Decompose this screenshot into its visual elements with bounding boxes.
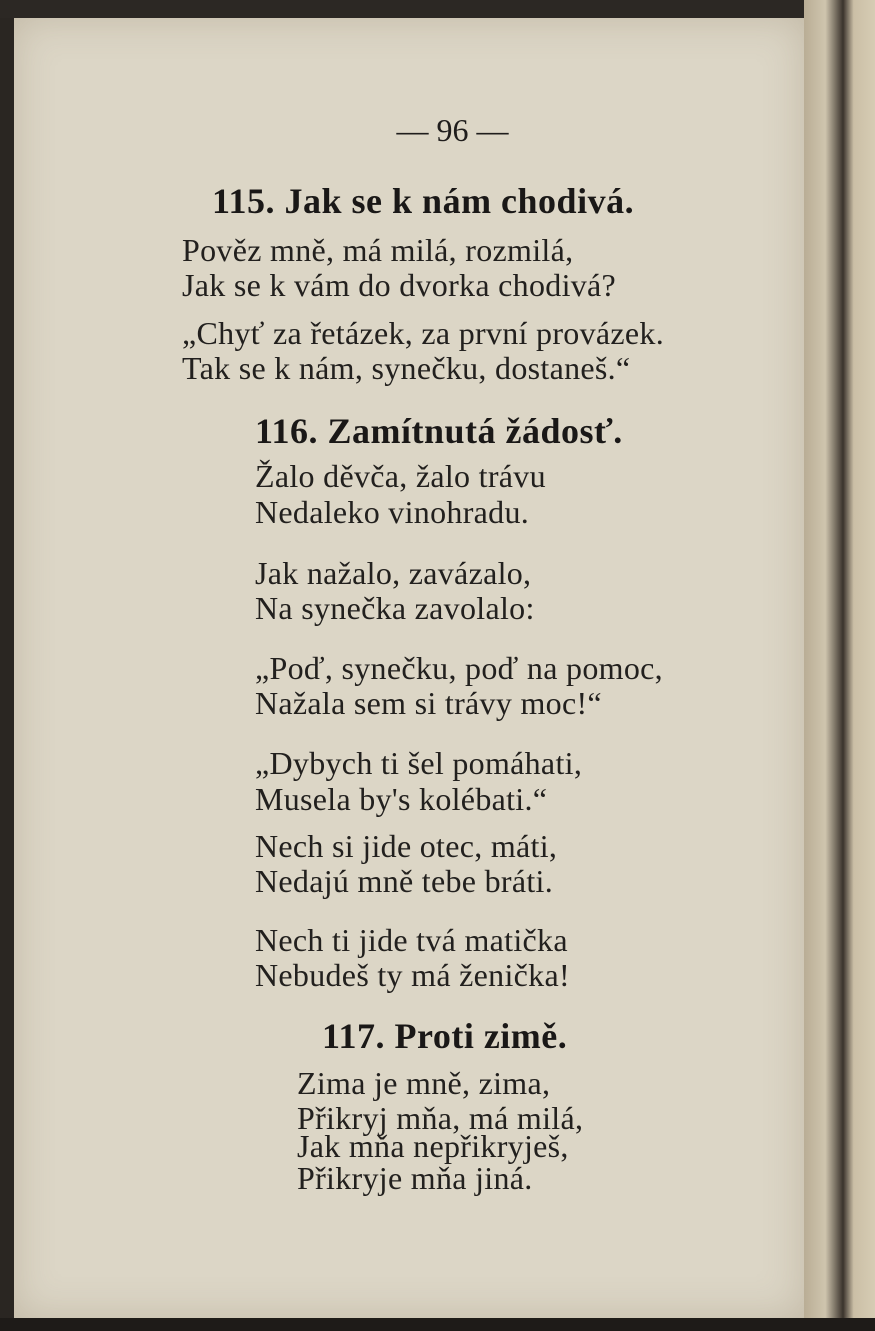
poem-116-line-12: Nebudeš ty má ženička!	[255, 957, 570, 993]
poem-116-line-5: „Poď, synečku, poď na pomoc,	[255, 650, 663, 686]
poem-116-title: 116. Zamítnutá žádosť.	[255, 411, 623, 451]
page-top-edge	[0, 0, 875, 18]
poem-116-line-6: Nažala sem si trávy moc!“	[255, 685, 602, 721]
poem-117-line-3: Jak mňa nepřikryješ,	[297, 1128, 569, 1164]
poem-116-line-8: Musela by's kolébati.“	[255, 781, 548, 817]
page-bottom-edge	[0, 1318, 875, 1331]
poem-115-line-2: Jak se k vám do dvorka chodivá?	[182, 267, 617, 303]
poem-117-line-4: Přikryje mňa jiná.	[297, 1160, 533, 1196]
poem-116-line-7: „Dybych ti šel pomáhati,	[255, 745, 583, 781]
poem-116-line-1: Žalo děvča, žalo trávu	[255, 458, 546, 494]
page-number: — 96 —	[396, 112, 509, 148]
poem-115-line-1: Pověz mně, má milá, rozmilá,	[182, 232, 574, 268]
book-gutter	[804, 0, 875, 1331]
poem-115-line-4: Tak se k nám, synečku, dostaneš.“	[182, 350, 631, 386]
poem-117-line-1: Zima je mně, zima,	[297, 1065, 551, 1101]
poem-115-line-3: „Chyť za řetázek, za první provázek.	[182, 315, 665, 351]
poem-116-line-4: Na synečka zavolalo:	[255, 590, 535, 626]
poem-116-line-2: Nedaleko vinohradu.	[255, 494, 530, 530]
poem-116-line-10: Nedajú mně tebe bráti.	[255, 863, 554, 899]
poem-115-title: 115. Jak se k nám chodivá.	[212, 181, 635, 221]
poem-117-title: 117. Proti zimě.	[322, 1016, 568, 1056]
poem-116-line-9: Nech si jide otec, máti,	[255, 828, 558, 864]
poem-116-line-3: Jak nažalo, zavázalo,	[255, 555, 532, 591]
poem-116-line-11: Nech ti jide tvá matička	[255, 922, 568, 958]
poem-117-line-2: Přikryj mňa, má milá,	[297, 1100, 584, 1136]
